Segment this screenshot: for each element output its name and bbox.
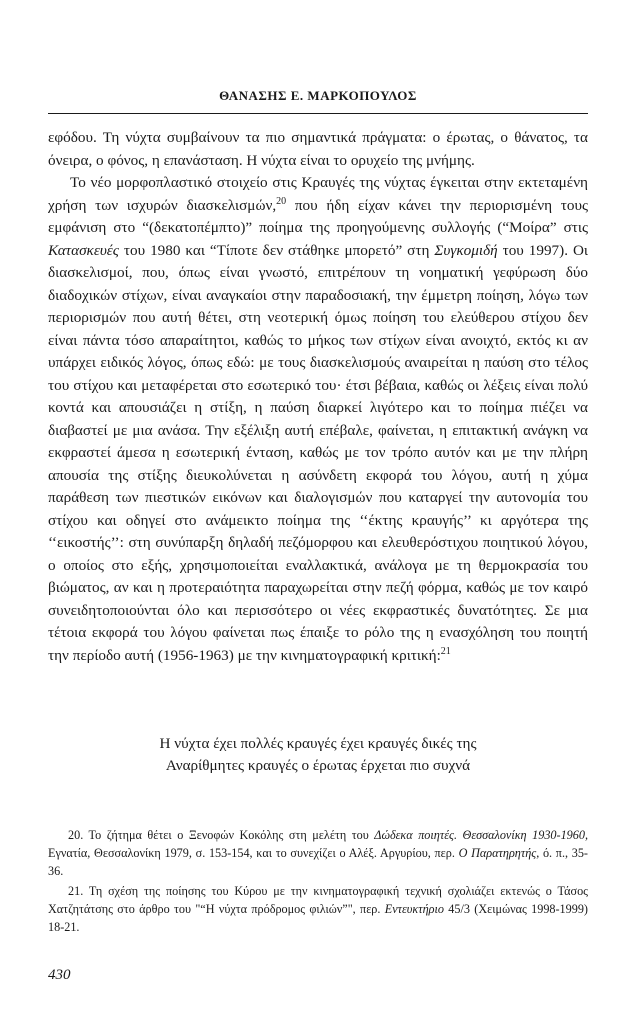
footnote-ref-21[interactable]: 21 [440,645,451,657]
running-head: ΘΑΝΑΣΗΣ Ε. ΜΑΡΚΟΠΟΥΛΟΣ [219,88,417,103]
footnote-21 [48,882,588,936]
header-rule [48,113,588,114]
footnote-italic: Εντευκτήριο [384,902,444,916]
paragraph-1: εφόδου. Τη νύχτα συμβαίνουν τα πιο σημαντικά πράγματα: ο έρωτας, ο θάνατος, τα όνειρα, ο φόνος, η επανάσταση. Η νύχτα είναι το ορυχείο της μνήμης. [48,129,588,169]
verse-line: Αναρίθμητες κραυγές ο έρωτας έρχεται πιο συχνά [165,757,471,774]
paragraph-2-text: του 1980 και “Τίποτε δεν στάθηκε μπορετό” στη [118,241,435,259]
footnote-text: 20. Το ζήτημα θέτει ο Ξενοφών Κοκόλης στη μελέτη του [68,828,375,842]
footnote-text: ό. π., 35-36. [48,846,588,878]
book-title-kataskeves: Κατασκευές [48,241,119,259]
footnote-text: Εγνατία, Θεσσαλονίκη 1979, σ. 153-154, και το συνεχίζει ο Αλέξ. Αργυρίου, περ. [48,846,459,860]
verse-line: Η νύχτα έχει πολλές κραυγές έχει κραυγές δικές της [159,735,477,752]
footnote-italic: Δώδεκα ποιητές. Θεσσαλονίκη 1930-1960, [374,828,588,842]
footnote-20 [48,826,588,880]
footnote-text: 21. Τη σχέση της ποίησης του Κύρου με την κινηματογραφική τεχνική σχολιάζει εκτενώς ο Τάσος Χατζητάτσης στο άρθρο του "“Η νύχτα πρόδρομος φιλιών”", περ. [48,884,588,916]
paragraph-2-text: του 1997). Οι διασκελισμοί, που, όπως είναι γνωστό, επιτρέπουν τη νοηματική γεφύρωση δύο διαδοχικών στίχων, είναι αναγκαίοι στην παραδοσιακή, την έμμετρη ποίηση, λόγω των περιορισμών που αυτή θέτει, στη νεοτερική όμως ποίηση του ελεύθερου στίχου δεν είναι πάντα τόσο απαραίτητοι, καθώς το μήκος των στίχων είναι ανοιχτό, εκτός κι αν υπάρχει ειδικός λόγος, όπως εδώ: με τους διασκελισμούς αναιρείται η παύση στο τέλος του στίχου και μεταφέρεται στο εσωτερικό του· έτσι βέβαια, καθώς οι λέξεις είναι πολύ κοντά και απουσιάζει η στίξη, η παύση διαρκεί λιγότερο και το ποίημα πιέζει να διαβαστεί με μια ανάσα. Την εξέλιξη αυτή επέβαλε, φαίνεται, η επιτακτική ανάγκη να εκφραστεί άμεσα η εσωτερική ένταση, καθώς με τον τρόπο αυτόν και με την πλήρη απουσία της στίξης διευκολύνεται η ασύνδετη εκφορά του λόγου, αυτή η χύμα παράθεση των πιεστικών εικόνων και διαλογισμών που καταργεί την αυτονομία του στίχου και οδηγεί στο ανάμεικτο ποίημα της ‘‘έκτης κραυγής’’ κι αργότερα της ‘‘εικοστής’’: στη συνύπαρξη δηλαδή πεζόμορφου και ελευθερόστιχου ποιητικού λόγου, ο οποίος στο εξής, χρησιμοποιείται εναλλακτικά, ανάλογα με τη θερμοκρασία του βιώματος, αν και η προτεραιότητα παραχωρείται στην πεζή φόρμα, καθώς με τον καιρό συνειδητοποιούνται όλο και περισσότερο οι νέες εκφραστικές δυνατότητες. Σε μια τέτοια εκφορά του λόγου φαίνεται πως έπαιξε το ρόλο της η ενασχόληση του ποιητή την περίοδο αυτή (1956-1963) με την κινηματογραφική κριτική: [48,241,588,664]
book-title-sygkomidi: Συγκομιδή [434,241,498,259]
verse-quote [48,733,588,777]
paragraph-2 [48,172,588,667]
body-text [48,127,588,667]
page-number: 430 [48,967,71,983]
paragraph-2-text: που ήδη είχαν κάνει την περιορισμένη τους εμφάνιση στο “(δεκατοπέμπτο)” ποίημα της προηγούμενης συλλογής (“Μοίρα” στις [48,196,588,236]
footnotes [48,826,588,938]
footnote-ref-20[interactable]: 20 [276,195,287,207]
footnote-text: 45/3 (Χειμώνας 1998-1999) 18-21. [48,902,588,934]
paragraph-2-text: Το νέο μορφοπλαστικό στοιχείο στις Κραυγές της νύχτας έγκειται στην εκτεταμένη χρήση των ισχυρών διασκελισμών, [48,174,588,214]
footnote-italic: Ο Παρατηρητής, [458,846,540,860]
